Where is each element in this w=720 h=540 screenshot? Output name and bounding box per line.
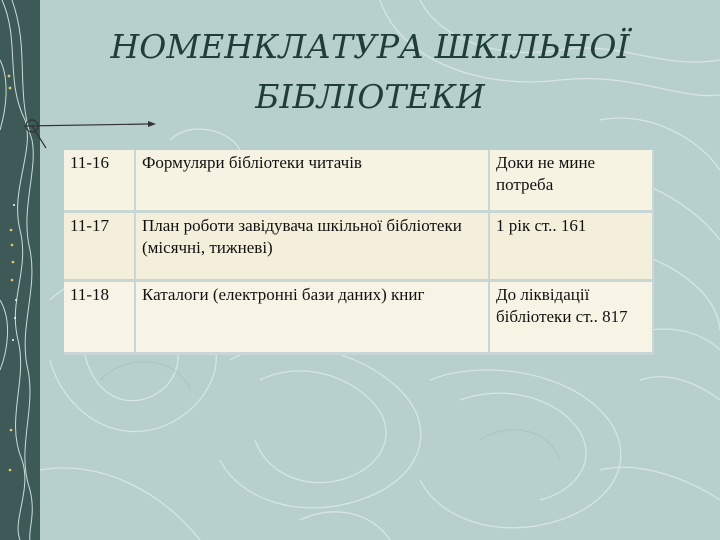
row-code: 11-16 (64, 150, 135, 212)
row-description: Каталоги (електронні бази даних) книг (135, 281, 489, 354)
title-line-2: БІБЛІОТЕКИ (255, 77, 485, 116)
table-row (64, 150, 653, 212)
row-description: Формуляри бібліотеки читачів (135, 150, 489, 212)
row-term: До ліквідації бібліотеки ст.. 817 (489, 281, 653, 354)
decorative-strip (0, 0, 40, 540)
row-description: План роботи завідувача шкільної бібліотеки (місячні, тижневі) (135, 212, 489, 281)
table-row (64, 212, 653, 281)
arrow-pointer-icon (16, 110, 166, 150)
row-term: 1 рік ст.. 161 (489, 212, 653, 281)
row-code: 11-18 (64, 281, 135, 354)
title-line-1: НОМЕНКЛАТУРА ШКІЛЬНОЇ (110, 27, 630, 66)
row-code: 11-17 (64, 212, 135, 281)
row-term: Доки не мине потреба (489, 150, 653, 212)
table-row (64, 281, 653, 354)
slide-title (60, 22, 680, 122)
nomenclature-table (64, 150, 654, 355)
